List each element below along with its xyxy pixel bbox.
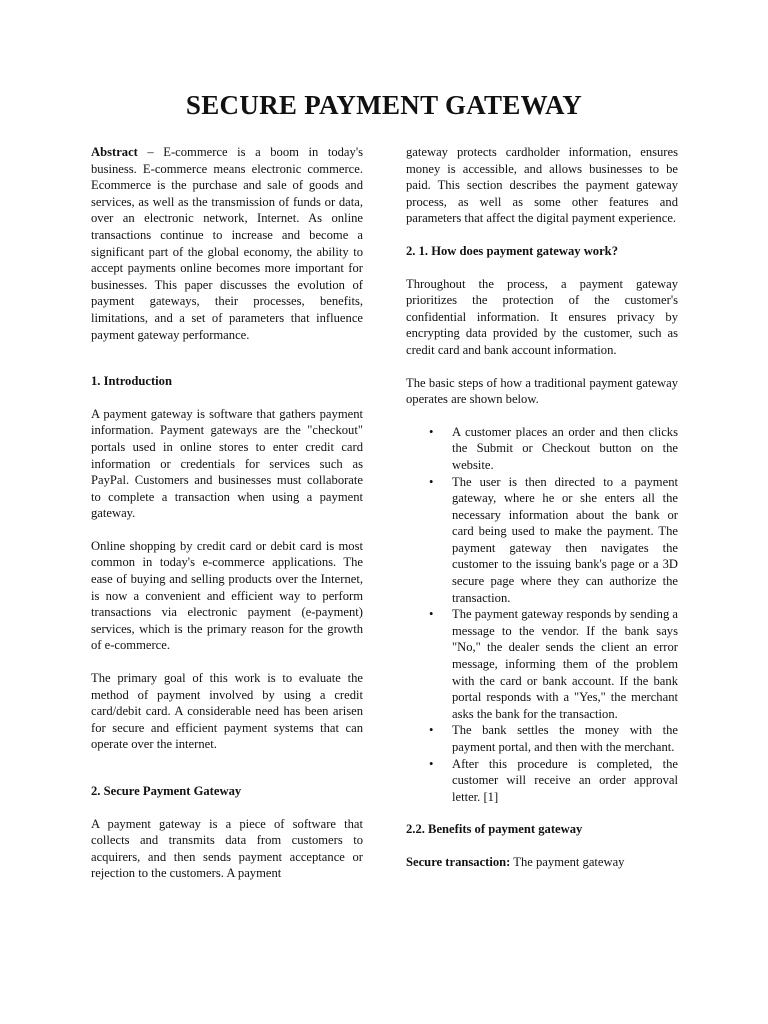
abstract-label: Abstract	[91, 145, 138, 159]
secure-transaction-text: The payment gateway	[510, 854, 625, 869]
how-paragraph-1: Throughout the process, a payment gateway prioritizes the protection of the customer's confidential information. It ensures privacy by encrypting data provided by the customer, such as credit card and bank account information.	[406, 276, 678, 357]
intro-paragraph-2: Online shopping by credit card or debit card is most common in today's e-commerce applications. The ease of buying and selling products over the Internet, is now a convenient and efficient way to perform transactions via electronic payment (e-payment) services, which is the primary reason for the growth of e-commerce.	[91, 538, 363, 653]
how-paragraph-2: The basic steps of how a traditional payment gateway operates are shown below.	[406, 375, 678, 407]
list-item: • After this procedure is completed, the customer will receive an order approval letter. [1]	[452, 756, 678, 806]
left-column	[91, 144, 363, 882]
steps-list	[406, 424, 678, 806]
section-heading-introduction: 1. Introduction	[91, 374, 172, 389]
intro-paragraph-3: The primary goal of this work is to evaluate the method of payment involved by using a credit card/debit card. A considerable need has been arisen for secure and efficient payment systems that can operate over the internet.	[91, 671, 363, 752]
subsection-heading-benefits: 2.2. Benefits of payment gateway	[406, 822, 583, 837]
list-item: • The bank settles the money with the payment portal, and then with the merchant.	[452, 722, 678, 755]
spg-paragraph-1: A payment gateway is a piece of software that collects and transmits data from customers to acquirers, and then sends payment acceptance or rejection to the customers. A payment	[91, 816, 363, 881]
spg-paragraph-continued: gateway protects cardholder information, ensures money is accessible, and allows businesses to be paid. This section describes the payment gateway process, as well as some other features and parameters that affect the digital payment experience.	[406, 145, 678, 226]
secure-transaction-paragraph	[406, 854, 678, 871]
list-item: • The user is then directed to a payment gateway, where he or she enters all the necessary information about the bank or card being used to make the payment. The payment gateway then navigates the customer to the issuing bank's page or a 3D secure page where they can authorize the transaction.	[452, 474, 678, 607]
list-item: • The payment gateway responds by sending a message to the vendor. If the bank says "No," the dealer sends the client an error message, informing them of the problem with the card or bank account. If the bank portal responds with a "Yes," the merchant asks the bank for the transaction.	[452, 606, 678, 722]
intro-paragraph-1: A payment gateway is software that gathers payment information. Payment gateways are the "checkout" portals used in online stores to enter credit card information or credentials for services such as PayPal. Customers and businesses must collaborate to complete a transaction when using a payment gateway.	[91, 406, 363, 521]
secure-transaction-label: Secure transaction:	[406, 854, 511, 869]
abstract-text: – E-commerce is a boom in today's business. E-commerce means electronic commerce. Ecommerce is the purchase and sale of goods and services, as well as the transmission of funds or data, over an electronic network, Internet. As online transactions continue to increase and become a significant part of the global economy, the ability to accept payments online becomes more important for businesses. This paper discusses the evolution of payment gateways, their processes, benefits, limitations, and a set of parameters that influence payment gateway performance.	[91, 145, 363, 342]
right-column	[406, 144, 678, 871]
section-heading-secure-payment-gateway: 2. Secure Payment Gateway	[91, 784, 242, 798]
list-item: • A customer places an order and then clicks the Submit or Checkout button on the website.	[452, 424, 678, 474]
abstract-paragraph	[91, 144, 363, 343]
subsection-heading-how-it-works: 2. 1. How does payment gateway work?	[406, 243, 618, 258]
paper-title: SECURE PAYMENT GATEWAY	[185, 90, 583, 120]
